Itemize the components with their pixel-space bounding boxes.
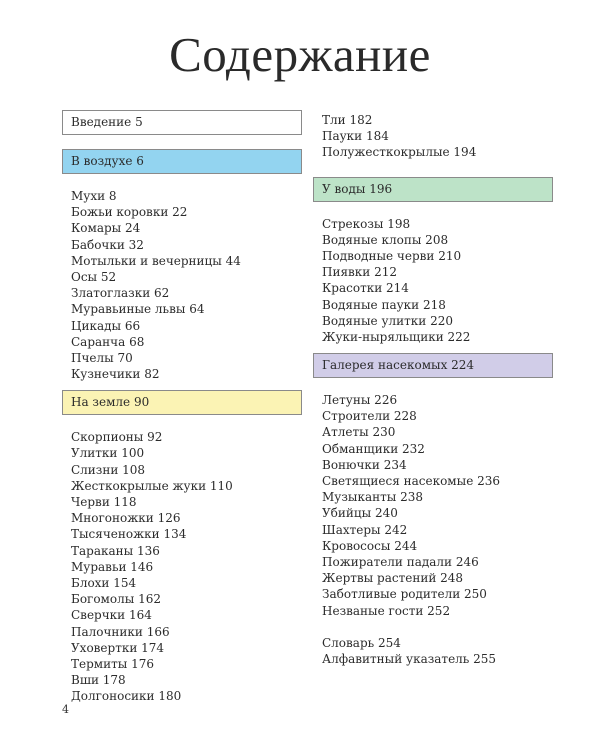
toc-entry[interactable]: Стрекозы 198 [322,216,411,231]
toc-entry[interactable]: Строители 228 [322,409,417,424]
toc-entry[interactable]: Пчелы 70 [71,350,133,365]
toc-entry[interactable]: Пауки 184 [322,129,389,144]
toc-entry[interactable]: Мухи 8 [71,189,117,203]
toc-entry[interactable]: Полужесткокрылые 194 [322,145,477,160]
toc-entry[interactable]: Летуны 226 [322,393,398,408]
toc-entry[interactable]: Словарь 254 [322,635,401,650]
toc-entry[interactable]: Вонючки 234 [322,457,407,472]
toc-entry[interactable]: Алфавитный указатель 255 [322,651,497,666]
toc-entry[interactable]: Божьи коровки 22 [71,205,188,220]
water-entries [313,216,553,346]
toc-entry[interactable]: Улитки 100 [71,446,145,461]
gallery-entries [313,392,553,619]
ground-entries [62,429,302,704]
toc-entry[interactable]: Богомолы 162 [71,592,162,607]
back-matter-entries [313,635,553,667]
toc-entry[interactable]: Заботливые родители 250 [322,587,487,602]
toc-entry[interactable]: Слизни 108 [71,462,146,477]
page-number: 4 [62,703,69,716]
toc-entry[interactable]: Убийцы 240 [322,506,398,521]
toc-entry[interactable]: Бабочки 32 [71,237,144,252]
toc-entry[interactable]: Палочники 166 [71,624,170,639]
toc-entry[interactable]: Тли 182 [322,113,373,127]
toc-entry[interactable]: Пиявки 212 [322,265,398,280]
toc-entry[interactable]: Долгоносики 180 [71,689,182,704]
toc-entry[interactable]: Термиты 176 [71,656,155,671]
toc-entry[interactable]: Златоглазки 62 [71,286,170,301]
toc-entry[interactable]: Черви 118 [71,495,137,509]
toc-entry[interactable]: Муравьи 146 [71,559,154,574]
toc-entry[interactable]: Комары 24 [71,221,141,236]
toc-entry[interactable]: Незваные гости 252 [322,603,451,618]
toc-entry[interactable]: Сверчки 164 [71,608,152,623]
toc-entry[interactable]: Цикады 66 [71,318,141,333]
toc-entry[interactable]: Многоножки 126 [71,511,181,526]
section-ground-heading[interactable]: На земле 90 [62,390,302,415]
toc-entry[interactable]: Вши 178 [71,673,126,688]
air-entries [62,188,302,382]
toc-entry[interactable]: Музыканты 238 [322,490,424,505]
toc-entry[interactable]: Мотыльки и вечерницы 44 [71,253,241,268]
toc-entry[interactable]: Жесткокрылые жуки 110 [71,478,233,493]
toc-entry[interactable]: Атлеты 230 [322,425,396,440]
toc-entry[interactable]: Пожиратели падали 246 [322,554,479,569]
toc-entry[interactable]: Подводные черви 210 [322,248,462,263]
toc-entry[interactable]: Блохи 154 [71,575,137,590]
continued-entries [313,112,553,161]
toc-entry[interactable]: Жуки-ныряльщики 222 [322,329,471,344]
toc-entry[interactable]: Уховертки 174 [71,640,165,655]
toc-entry[interactable]: Скорпионы 92 [71,430,163,445]
toc-entry[interactable]: Муравьиные львы 64 [71,302,205,317]
section-air-heading[interactable]: В воздухе 6 [62,149,302,174]
toc-entry[interactable]: Шахтеры 242 [322,522,408,537]
toc-entry[interactable]: Обманщики 232 [322,441,425,456]
toc-entry[interactable]: Тысяченожки 134 [71,527,187,542]
toc-entry[interactable]: Осы 52 [71,269,117,284]
toc-right-column [313,112,553,667]
toc-entry[interactable]: Светящиеся насекомые 236 [322,474,501,488]
toc-entry[interactable]: Саранча 68 [71,334,145,349]
section-water-heading[interactable]: У воды 196 [313,177,553,202]
page-title: Содержание [169,27,431,82]
toc-entry[interactable]: Красотки 214 [322,281,409,296]
toc-entry[interactable]: Водяные пауки 218 [322,297,446,312]
toc-left-column [62,110,302,704]
section-intro[interactable]: Введение 5 [62,110,302,135]
toc-entry[interactable]: Жертвы растений 248 [322,571,464,586]
toc-entry[interactable]: Тараканы 136 [71,543,160,558]
toc-entry[interactable]: Кровососы 244 [322,538,418,553]
toc-entry[interactable]: Водяные улитки 220 [322,313,454,328]
toc-entry[interactable]: Кузнечики 82 [71,367,160,382]
section-gallery-heading[interactable]: Галерея насекомых 224 [313,353,553,378]
toc-entry[interactable]: Водяные клопы 208 [322,232,449,247]
